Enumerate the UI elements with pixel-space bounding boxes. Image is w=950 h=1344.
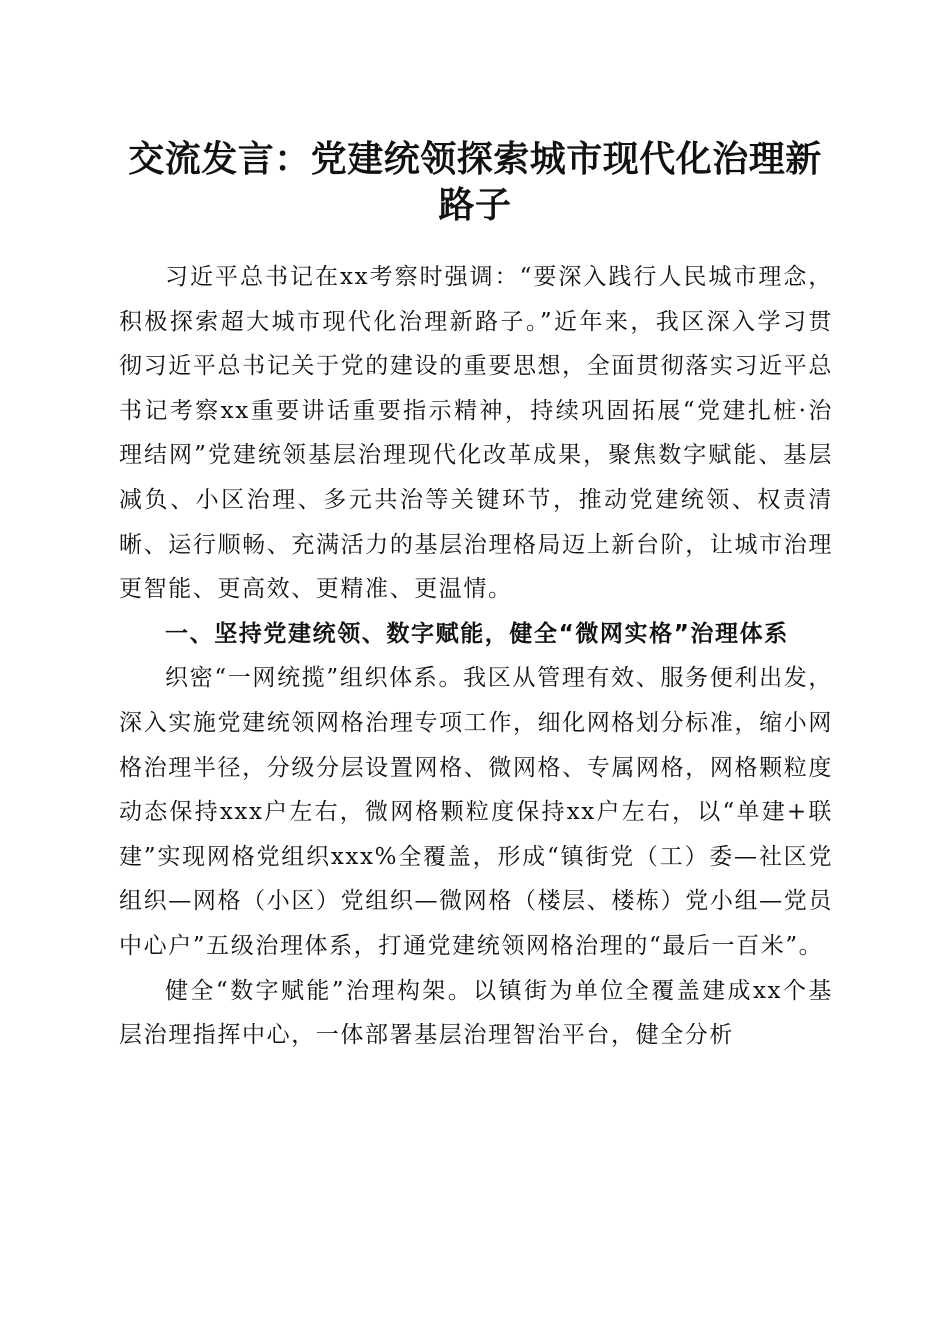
section-paragraph: 健全“数字赋能”治理构架。以镇街为单位全覆盖建成xx个基层治理指挥中心，一体部署基层治理智治平台，健全分析	[119, 977, 833, 1049]
intro-paragraph: 习近平总书记在xx考察时强调：“要深入践行人民城市理念，积极探索超大城市现代化治理新路子。”近年来，我区深入学习贯彻习近平总书记关于党的建设的重要思想，全面贯彻落实习近平总书记考察xx重要讲话重要指示精神，持续巩固拓展“党建扎桩·治理结网”党建统领基层治理现代化改革成果，聚焦数字赋能、基层减负、小区治理、多元共治等关键环节，推动党建统领、权责清晰、运行顺畅、充满活力的基层治理格局迈上新台阶，让城市治理更智能、更高效、更精准、更温情。	[119, 264, 833, 603]
section-paragraph: 织密“一网统揽”组织体系。我区从管理有效、服务便利出发，深入实施党建统领网格治理专项工作，细化网格划分标准，缩小网格治理半径，分级分层设置网格、微网格、专属网格，网格颗粒度动态保持xxx户左右，微网格颗粒度保持xx户左右，以“单建+联建”实现网格党组织xxx%全覆盖，形成“镇街党（工）委—社区党组织—网格（小区）党组织—微网格（楼层、楼栋）党小组—党员中心户”五级治理体系，打通党建统领网格治理的“最后一百米”。	[119, 665, 833, 959]
section-heading: 一、坚持党建统领、数字赋能，健全“微网实格”治理体系	[165, 620, 789, 647]
document-body	[119, 255, 833, 1058]
document-title: 交流发言：党建统领探索城市现代化治理新路子	[128, 138, 822, 226]
